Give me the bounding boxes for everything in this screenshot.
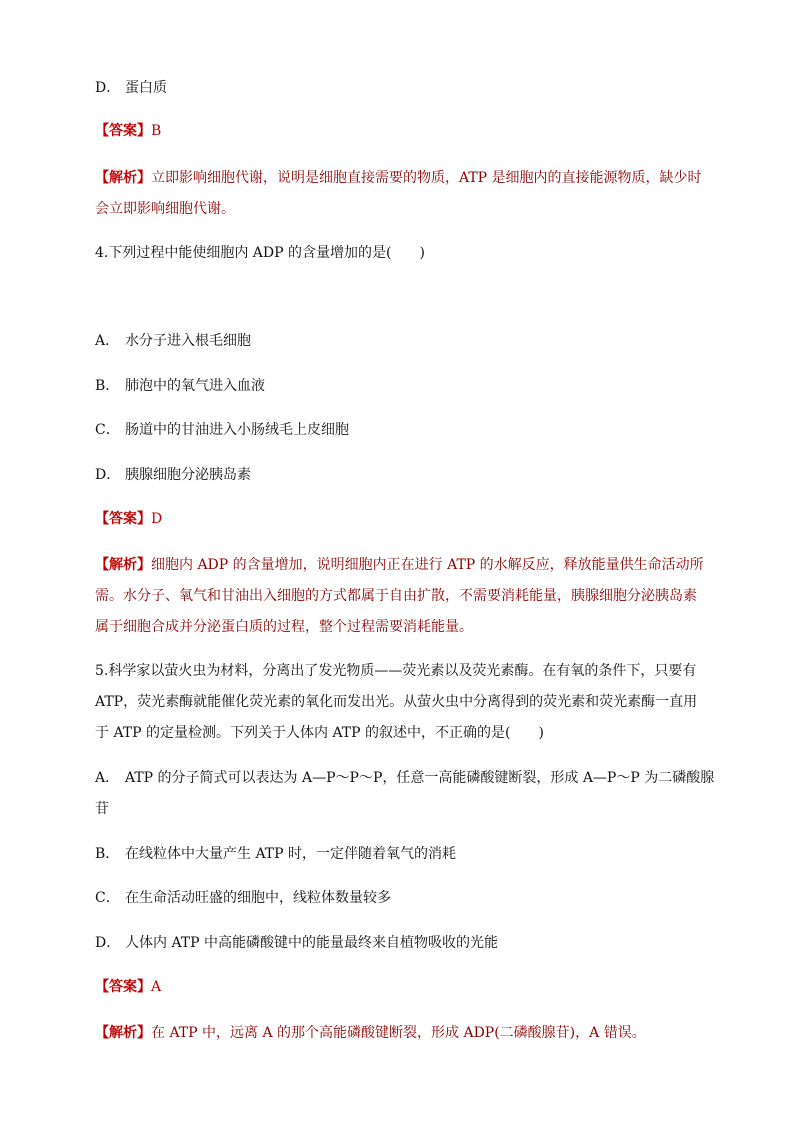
answer-value: A: [151, 979, 162, 995]
q3-answer: [95, 122, 161, 140]
q4-analysis-line-1: [95, 556, 704, 574]
option-letter: A．: [95, 333, 120, 349]
q4-answer: [95, 510, 162, 528]
option-text: 水分子进入根毛细胞: [125, 333, 251, 349]
analysis-tag: 【解析】: [95, 170, 151, 186]
option-text: 人体内 ATP 中高能磷酸键中的能量最终来自植物吸收的光能: [125, 935, 499, 951]
option-letter: D．: [95, 80, 121, 96]
q5-option-b: [95, 845, 456, 863]
option-text: 在线粒体中大量产生 ATP 时，一定伴随着氧气的消耗: [125, 846, 457, 862]
answer-tag: 【答案】: [95, 511, 151, 527]
analysis-text: 在 ATP 中，远离 A 的那个高能磷酸键断裂，形成 ADP(二磷酸腺苷)，A 错误。: [151, 1025, 646, 1041]
q4-option-d: [95, 466, 251, 484]
analysis-tag: 【解析】: [95, 1025, 151, 1041]
q5-question-line-1: 5.科学家以萤火虫为材料，分离出了发光物质——荧光素以及荧光素酶。在有氧的条件下，只要有: [95, 663, 697, 679]
q4-analysis-line-2: [95, 587, 697, 605]
option-letter: A．: [95, 770, 120, 786]
q5-question-line-2: ATP，荧光素酶就能催化荧光素的氧化而发出光。从萤火虫中分离得到的荧光素和荧光素酶一直用: [95, 694, 698, 710]
option-text: ATP 的分子简式可以表达为 A—P～P～P，任意一高能磷酸键断裂，形成 A—P～P 为二磷酸腺: [125, 770, 715, 786]
q3-option-d: [95, 79, 167, 97]
q4-option-c: [95, 421, 349, 439]
option-letter: D．: [95, 935, 121, 951]
analysis-text: 属于细胞合成并分泌蛋白质的过程，整个过程需要消耗能量。: [95, 619, 473, 635]
answer-value: D: [151, 511, 163, 527]
q4-option-b: [95, 377, 265, 395]
option-text: 蛋白质: [125, 80, 167, 96]
answer-tag: 【答案】: [95, 979, 151, 995]
analysis-text: 细胞内 ADP 的含量增加，说明细胞内正在进行 ATP 的水解反应，释放能量供生命活动所: [151, 557, 704, 573]
analysis-text: 立即影响细胞代谢，说明是细胞直接需要的物质，ATP 是细胞内的直接能源物质，缺少时: [151, 170, 702, 186]
option-letter: B．: [95, 378, 120, 394]
q3-analysis-line-2: [95, 200, 235, 218]
option-text: 在生命活动旺盛的细胞中，线粒体数量较多: [125, 890, 391, 906]
q5-option-c: [95, 889, 391, 907]
analysis-tag: 【解析】: [95, 557, 151, 573]
analysis-text: 会立即影响细胞代谢。: [95, 201, 235, 217]
q5-answer: [95, 978, 161, 996]
option-letter: C．: [95, 422, 120, 438]
option-letter: C．: [95, 890, 120, 906]
option-letter: D．: [95, 467, 121, 483]
q5-option-a-line-2: 苷: [95, 801, 109, 817]
option-letter: B．: [95, 846, 120, 862]
q4-question: 4.下列过程中能使细胞内 ADP 的含量增加的是( ): [95, 245, 425, 261]
option-text: 肺泡中的氧气进入血液: [125, 378, 265, 394]
q4-option-a: [95, 332, 251, 350]
q4-analysis-line-3: [95, 618, 473, 636]
q3-analysis-line-1: [95, 169, 702, 187]
q5-option-d: [95, 934, 498, 952]
answer-tag: 【答案】: [95, 123, 151, 139]
q5-option-a-line-1: [95, 769, 714, 787]
analysis-text: 需。水分子、氧气和甘油出入细胞的方式都属于自由扩散，不需要消耗能量，胰腺细胞分泌胰岛素: [95, 588, 697, 604]
q5-question-line-3: 于 ATP 的定量检测。下列关于人体内 ATP 的叙述中，不正确的是( ): [95, 725, 544, 741]
q5-analysis-line-1: [95, 1024, 646, 1042]
option-text: 肠道中的甘油进入小肠绒毛上皮细胞: [125, 422, 349, 438]
answer-value: B: [151, 123, 162, 139]
option-text: 胰腺细胞分泌胰岛素: [125, 467, 251, 483]
